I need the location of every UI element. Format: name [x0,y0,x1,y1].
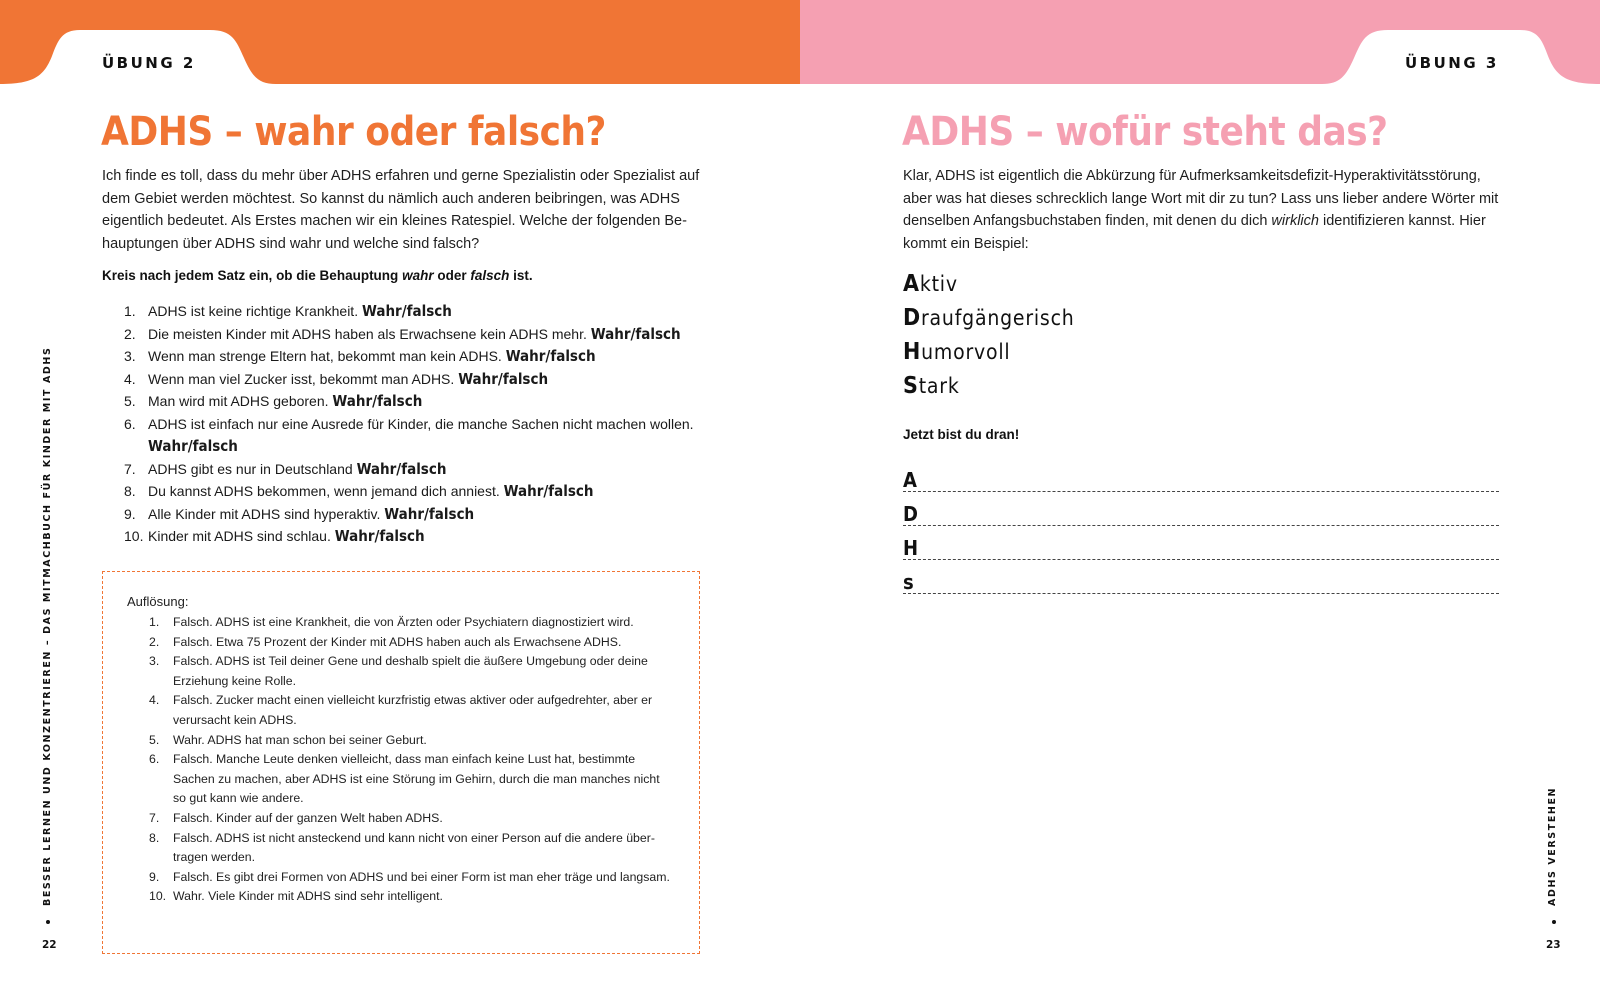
dashed-line [903,491,1499,492]
blank-line-a[interactable]: A [903,462,1499,492]
blank-line-h[interactable]: H [903,530,1499,560]
statement-item: 4. Wenn man viel Zucker isst, bekommt man ADHS. Wahr/falsch [124,369,549,388]
statement-item: 9. Alle Kinder mit ADHS sind hyperaktiv. Wahr/falsch [124,504,475,523]
solution-item: 3. Falsch. ADHS ist Teil deiner Gene und deshalb spielt die äußere Umgebung oder deine Erziehung keine Rolle. [149,654,648,688]
answer-choice[interactable]: Wahr/falsch [458,369,549,388]
answer-choice[interactable]: Wahr/falsch [356,459,447,478]
bullet-dot [46,920,50,924]
statement-item: 3. Wenn man strenge Eltern hat, bekommt man kein ADHS. Wahr/falsch [124,347,596,365]
blank-line-s[interactable]: s [903,564,1499,594]
intro-paragraph: Klar, ADHS ist eigentlich die Abkürzung für Aufmerksamkeitsdefizit-Hyperaktivitätsstörung, aber was hat dieses schrecklich lange Wort mit dir zu tun? Lass uns lieber andere Wörter mit denselben Anfangsbuchstaben finden, mit denen du dich wirklich identifizieren kannst. Hier kommt ein Beispiel: [903,168,1499,252]
solution-item: 4. Falsch. Zucker macht einen vielleicht kurzfristig etwas aktiver oder aufgedrehter, aber er verursacht kein ADHS. [149,693,653,727]
acronym-line: Draufgängerisch [903,305,1075,331]
book-title-side-text: BESSER LERNEN UND KONZENTRIEREN – DAS MITMACHBUCH FÜR KINDER MIT ADHS [42,346,53,906]
statement-item: 2. Die meisten Kinder mit ADHS haben als Erwachsene kein ADHS mehr. Wahr/falsch [124,324,681,343]
solution-item: 6. Falsch. Manche Leute denken vielleicht, dass man einfach keine Lust hat, bestimmte Sachen zu machen, aber ADHS ist eine Störung im Gehirn, durch die man manches nicht so gut kann wie andere. [149,752,660,806]
blank-line-d[interactable]: D [903,496,1499,526]
instruction-text: Kreis nach jedem Satz ein, ob die Behauptung wahr oder falsch ist. [102,268,533,283]
solution-item: 8. Falsch. ADHS ist nicht ansteckend und kann nicht von einer Person auf die andere über-tragen werden. [149,830,655,865]
solution-item: 1. Falsch. ADHS ist eine Krankheit, die von Ärzten oder Psychiatern diagnostiziert wird. [149,615,634,629]
dashed-line [903,593,1499,594]
solution-item: 2. Falsch. Etwa 75 Prozent der Kinder mit ADHS haben auch als Erwachsene ADHS. [149,634,622,649]
acronym-line: Stark [903,373,960,399]
dashed-line [903,559,1499,560]
your-turn-label: Jetzt bist du dran! [903,427,1020,442]
page-title: ADHS – wofür steht das? [902,109,1388,155]
answer-choice[interactable]: Wahr/falsch [334,527,425,545]
answer-choice[interactable]: Wahr/falsch [332,392,423,410]
answer-choice[interactable]: Wahr/falsch [590,324,681,343]
statement-item: 1. ADHS ist keine richtige Krankheit. Wahr/falsch [124,302,452,320]
statement-item: 6. ADHS ist einfach nur eine Ausrede für Kinder, die manche Sachen nicht machen wollen. Wahr/falsch [124,415,694,455]
statement-item: 10. Kinder mit ADHS sind schlau. Wahr/falsch [124,527,425,545]
page-title: ADHS – wahr oder falsch? [101,109,606,155]
right-page [800,0,1600,1000]
statement-item: 7. ADHS gibt es nur in Deutschland Wahr/falsch [124,459,447,478]
answer-choice[interactable]: Wahr/falsch [505,347,596,365]
dashed-line [903,525,1499,526]
solution-item: 9. Falsch. Es gibt drei Formen von ADHS und bei einer Form ist man eher träge und langsam. [149,869,670,884]
acronym-line: Aktiv [903,271,958,297]
answer-choice[interactable]: Wahr/falsch [148,437,238,455]
page-number: 22 [42,939,57,951]
answer-choice[interactable]: Wahr/falsch [503,482,594,500]
statement-item: 8. Du kannst ADHS bekommen, wenn jemand dich anniest. Wahr/falsch [124,482,594,500]
intro-paragraph: Ich finde es toll, dass du mehr über ADHS erfahren und gerne Spezialistin oder Spezialist auf dem Gebiet werden möchtest. So kannst du nämlich auch anderen beibringen, was ADHS eigentlich bedeutet. Als Erstes machen wir ein kleines Ratespiel. Welche der folgenden Be-hauptungen über ADHS sind wahr und welche sind falsch? [102,168,700,252]
answer-choice[interactable]: Wahr/falsch [384,504,475,523]
statement-list [124,300,714,548]
bullet-dot [1552,920,1556,924]
statement-item: 5. Man wird mit ADHS geboren. Wahr/falsch [124,392,423,410]
answer-choice[interactable]: Wahr/falsch [361,302,452,320]
solution-item: 5. Wahr. ADHS hat man schon bei seiner Geburt. [149,732,427,747]
solution-item: 10. Wahr. Viele Kinder mit ADHS sind sehr intelligent. [149,889,443,904]
exercise-tab-label: ÜBUNG 3 [1405,54,1499,72]
solution-item: 7. Falsch. Kinder auf der ganzen Welt haben ADHS. [149,810,443,825]
solution-box [102,571,700,954]
solution-list [127,613,675,907]
page-number: 23 [1546,939,1561,951]
solution-title: Auflösung: [127,594,189,609]
acronym-line: Humorvoll [903,339,1011,365]
exercise-tab-label: ÜBUNG 2 [102,54,196,72]
chapter-side-text: ADHS VERSTEHEN [1547,786,1558,906]
